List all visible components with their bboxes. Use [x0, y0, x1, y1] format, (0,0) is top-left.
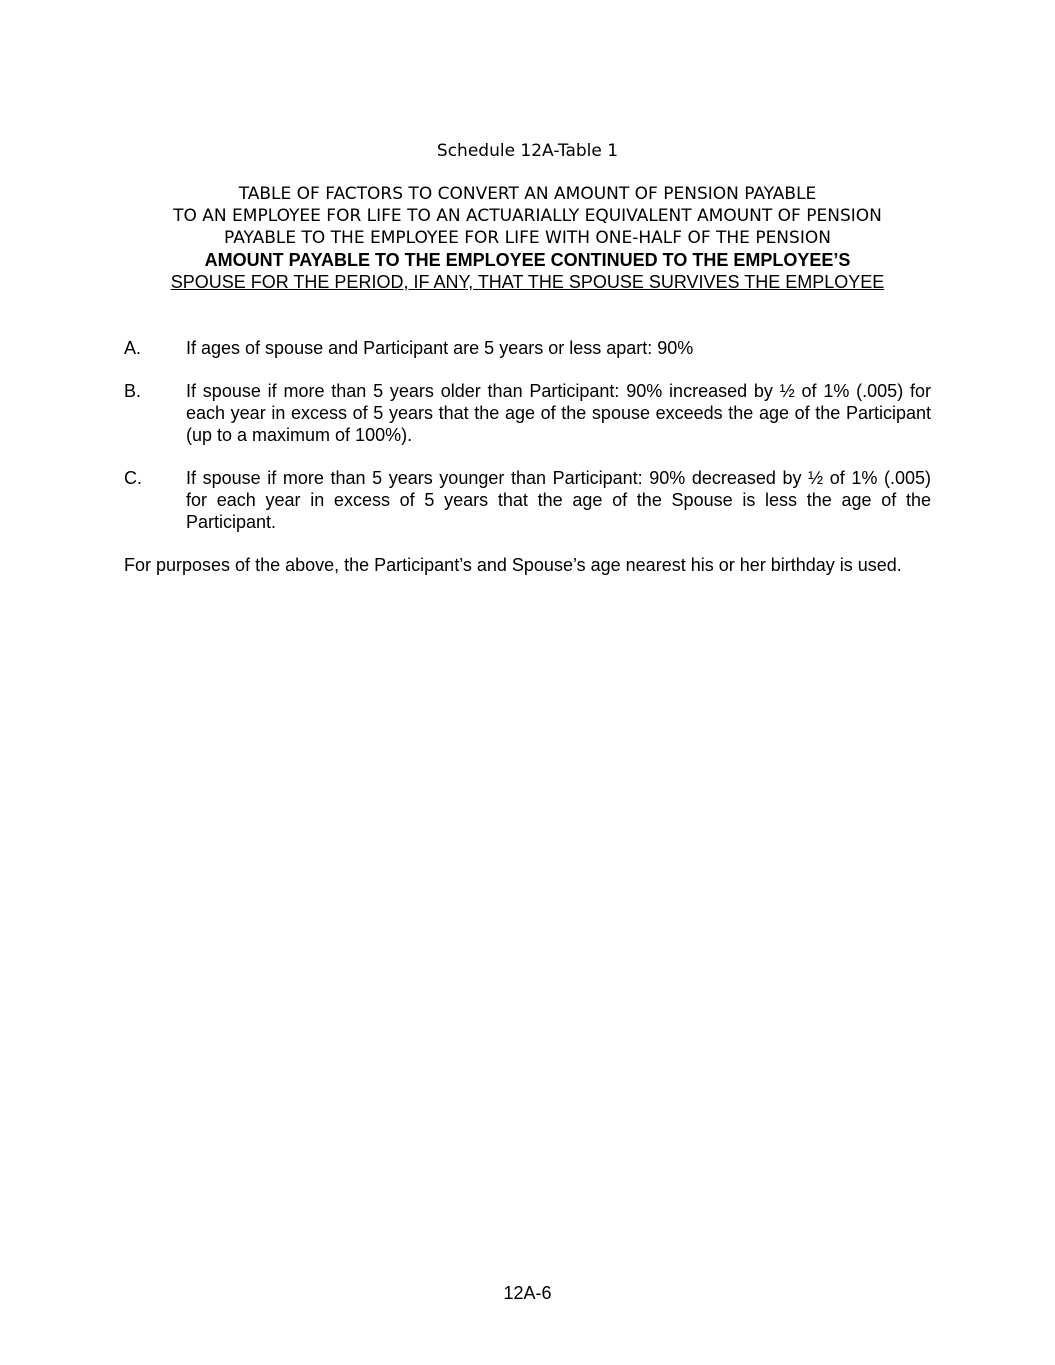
list-item-marker: A.: [124, 338, 142, 358]
list-item-a: [124, 337, 931, 359]
list-item-c: [124, 467, 931, 533]
heading-line-4: AMOUNT PAYABLE TO THE EMPLOYEE CONTINUED TO THE EMPLOYEE’S: [204, 250, 851, 270]
list-item-text: If spouse if more than 5 years younger than Participant: 90% decreased by ½ of 1% (.005) for each year in excess of 5 years that the age of the Spouse is less the age of the Participant.: [186, 468, 931, 532]
heading-line-2: TO AN EMPLOYEE FOR LIFE TO AN ACTUARIALLY EQUIVALENT AMOUNT OF PENSION: [173, 206, 882, 226]
age-note-paragraph: For purposes of the above, the Participant’s and Spouse’s age nearest his or her birthday is used.: [124, 555, 902, 575]
heading-line-5: SPOUSE FOR THE PERIOD, IF ANY, THAT THE SPOUSE SURVIVES THE EMPLOYEE: [170, 272, 885, 292]
list-item-marker: C.: [124, 468, 142, 488]
list-item-marker: B.: [124, 381, 142, 401]
list-item-text: If spouse if more than 5 years older than Participant: 90% increased by ½ of 1% (.005) for each year in excess of 5 years that the age of the spouse exceeds the age of the Participant (up to a maximum of 100%).: [186, 381, 931, 445]
schedule-title: Schedule 12A-Table 1: [436, 141, 619, 161]
heading-line-1: TABLE OF FACTORS TO CONVERT AN AMOUNT OF PENSION PAYABLE: [238, 184, 817, 204]
list-item-b: [124, 380, 931, 446]
page-number: 12A-6: [503, 1283, 552, 1303]
list-item-text: If ages of spouse and Participant are 5 years or less apart: 90%: [186, 338, 694, 358]
table-heading: [100, 183, 955, 293]
heading-line-3: PAYABLE TO THE EMPLOYEE FOR LIFE WITH ONE-HALF OF THE PENSION: [224, 228, 831, 248]
